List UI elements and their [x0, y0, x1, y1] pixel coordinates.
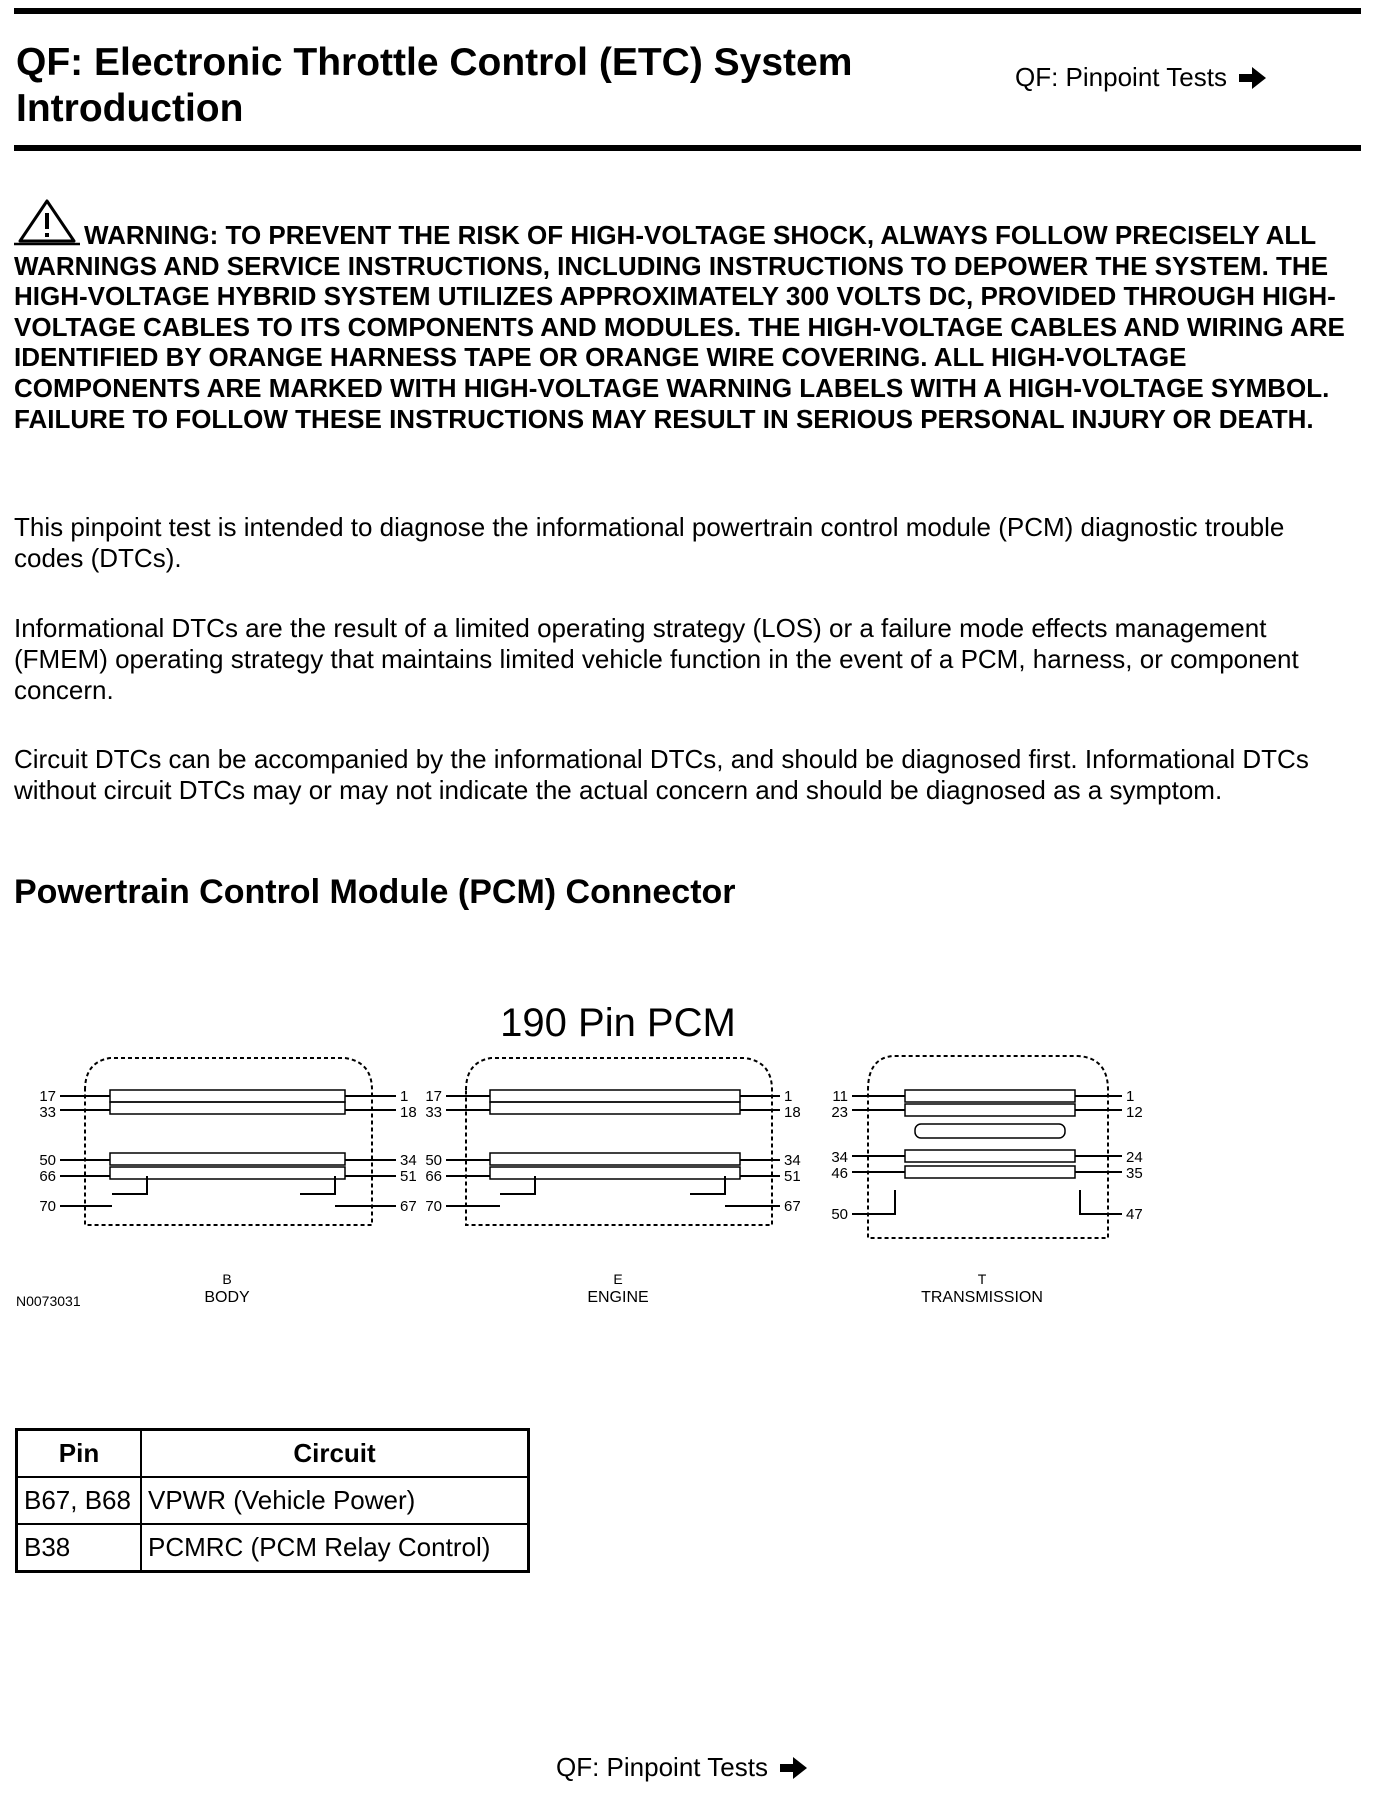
pinpoint-tests-link-bottom[interactable]	[556, 1752, 808, 1783]
top-rule	[14, 8, 1361, 14]
connector-engine-letter: E	[613, 1271, 623, 1287]
table-row	[17, 1524, 529, 1572]
pin-label: 47	[1126, 1206, 1143, 1223]
connector-body-left-labels	[39, 1088, 56, 1215]
table-header-row	[17, 1430, 529, 1478]
header-divider	[14, 145, 1361, 151]
circuit-cell: VPWR (Vehicle Power)	[141, 1477, 529, 1524]
connector-body-letter: B	[222, 1271, 232, 1287]
connector-transmission-left-labels	[831, 1088, 848, 1223]
pin-label: 33	[39, 1104, 56, 1121]
pinpoint-tests-label: QF: Pinpoint Tests	[1015, 62, 1227, 92]
figure-id: N0073031	[16, 1293, 81, 1309]
pin-label: 67	[784, 1198, 801, 1215]
connector-engine-left-labels	[425, 1088, 442, 1215]
pin-label: 18	[400, 1104, 417, 1121]
connector-transmission	[852, 1056, 1122, 1238]
connector-transmission-letter: T	[977, 1271, 987, 1287]
circuit-column-header: Circuit	[141, 1430, 529, 1478]
pin-label: 17	[39, 1088, 56, 1105]
pin-label: 23	[831, 1104, 848, 1121]
pin-label: 34	[831, 1149, 848, 1166]
connector-transmission-right-labels	[1126, 1088, 1143, 1223]
pin-label: 51	[400, 1168, 417, 1185]
figure-title: 190 Pin PCM	[500, 1001, 736, 1045]
pin-label: 11	[832, 1088, 848, 1105]
pin-label: 24	[1126, 1149, 1143, 1166]
pin-label: 12	[1126, 1104, 1143, 1121]
connector-body	[60, 1058, 396, 1225]
connector-body-right-labels	[400, 1088, 417, 1215]
arrow-right-icon	[1239, 66, 1267, 90]
pin-label: 46	[831, 1165, 848, 1182]
pin-label: 50	[39, 1152, 56, 1169]
warning-block	[14, 198, 1359, 434]
pin-label: 18	[784, 1104, 801, 1121]
pin-label: 1	[400, 1088, 409, 1105]
connector-transmission-name: TRANSMISSION	[921, 1289, 1043, 1306]
pin-label: 1	[784, 1088, 793, 1105]
pin-label: 50	[425, 1152, 442, 1169]
warning-triangle-icon	[14, 198, 80, 246]
pin-label: 51	[784, 1168, 801, 1185]
pin-label: 70	[425, 1198, 442, 1215]
pin-label: 34	[400, 1152, 417, 1169]
pinpoint-tests-label: QF: Pinpoint Tests	[556, 1752, 768, 1782]
table-row	[17, 1477, 529, 1524]
intro-paragraph: This pinpoint test is intended to diagnose the informational powertrain control module (PCM) diagnostic trouble codes (DTCs).	[14, 512, 1285, 573]
connector-engine-right-labels	[784, 1088, 801, 1215]
pin-label: 67	[400, 1198, 417, 1215]
pin-label: 50	[831, 1206, 848, 1223]
arrow-right-icon	[780, 1756, 808, 1780]
pin-label: 17	[425, 1088, 442, 1105]
pin-column-header: Pin	[17, 1430, 142, 1478]
warning-text: WARNING: TO PREVENT THE RISK OF HIGH-VOLTAGE SHOCK, ALWAYS FOLLOW PRECISELY ALL WARNINGS AND SERVICE INSTRUCTIONS, INCLUDING INSTRUCTIONS TO DEPOWER THE SYSTEM. THE HIGH-VOLTAGE HYBRID SYSTEM UTILIZES APPROXIMATELY 300 VOLTS DC, PROVIDED THROUGH HIGH-VOLTAGE CABLES TO ITS COMPONENTS AND MODULES. THE HIGH-VOLTAGE CABLES AND WIRING ARE IDENTIFIED BY ORANGE HARNESS TAPE OR ORANGE WIRE COVERING. ALL HIGH-VOLTAGE COMPONENTS ARE MARKED WITH HIGH-VOLTAGE WARNING LABELS WITH A HIGH-VOLTAGE SYMBOL. FAILURE TO FOLLOW THESE INSTRUCTIONS MAY RESULT IN SERIOUS PERSONAL INJURY OR DEATH.	[14, 220, 1345, 434]
pinpoint-tests-link-top[interactable]	[1015, 62, 1267, 93]
pin-label: 34	[784, 1152, 801, 1169]
pin-label: 1	[1126, 1088, 1135, 1105]
pin-circuit-table	[15, 1428, 530, 1573]
section-heading: Powertrain Control Module (PCM) Connector	[14, 873, 736, 911]
pcm-connector-diagram	[0, 980, 1376, 1320]
page-title: QF: Electronic Throttle Control (ETC) System Introduction	[16, 41, 853, 130]
circuit-cell: PCMRC (PCM Relay Control)	[141, 1524, 529, 1572]
circuit-dtc-paragraph: Circuit DTCs can be accompanied by the informational DTCs, and should be diagnosed first. Informational DTCs without circuit DTCs may or may not indicate the actual concern and should be diagnosed as a symptom.	[14, 744, 1309, 805]
connector-engine	[446, 1058, 780, 1225]
pin-cell: B67, B68	[17, 1477, 142, 1524]
pin-label: 70	[39, 1198, 56, 1215]
pin-label: 33	[425, 1104, 442, 1121]
pin-label: 66	[39, 1168, 56, 1185]
pin-label: 35	[1126, 1165, 1143, 1182]
connector-body-name: BODY	[204, 1289, 250, 1306]
pin-cell: B38	[17, 1524, 142, 1572]
los-paragraph: Informational DTCs are the result of a limited operating strategy (LOS) or a failure mode effects management (FMEM) operating strategy that maintains limited vehicle function in the event of a PCM, harness, or component concern.	[14, 613, 1299, 705]
pin-label: 66	[425, 1168, 442, 1185]
connector-engine-name: ENGINE	[587, 1289, 649, 1306]
